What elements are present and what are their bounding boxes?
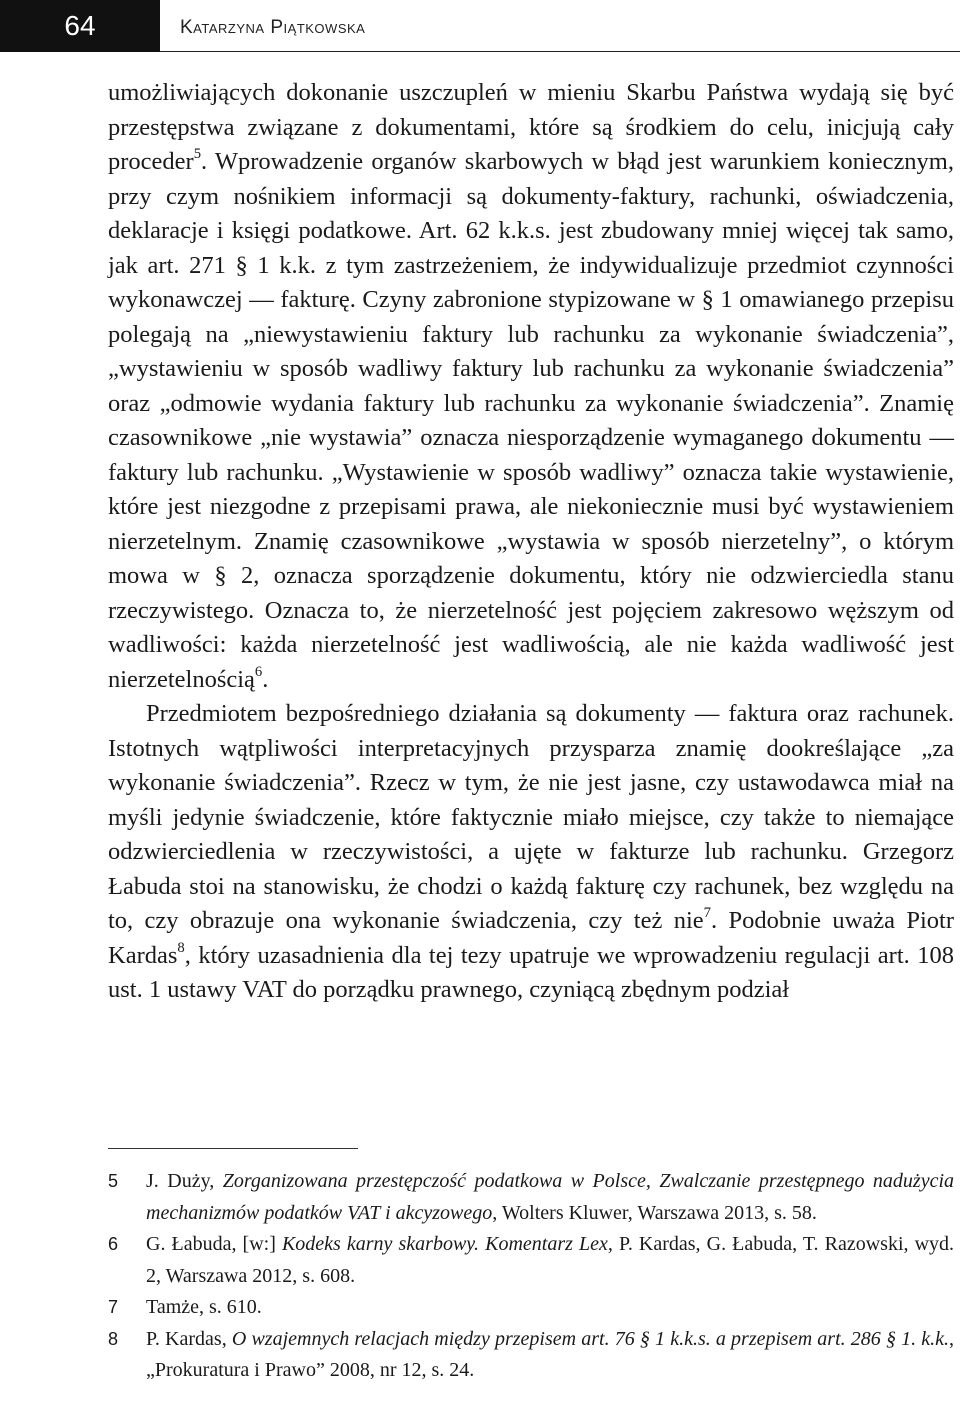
paragraph-1-text-c: . [262,665,269,693]
paragraph-2-text-c: , który uzasadnienia dla tej tezy upatruje we wprowadzeniu regulacji art. 108 ust. 1 ustawy VAT do porządku prawnego, czyniącą zbędnym podział [108,941,954,1003]
footnote-publication: , Wolters Kluwer, Warszawa 2013, s. 58. [492,1201,817,1224]
footnote-text [146,1229,954,1292]
footnote-7 [108,1292,954,1324]
footnote-author: P. Kardas, [146,1327,232,1350]
footnote-author: G. Łabuda, [w:] [146,1233,282,1255]
footnote-text [146,1166,954,1229]
footnote-ref-7[interactable]: 7 [703,905,711,922]
footnote-number: 6 [108,1234,119,1254]
paragraph-2-text-a: Przedmiotem bezpośredniego działania są dokumenty — faktura oraz rachunek. Istotnych wątpliwości interpretacyjnych przysparza znamię dookreślające „za wykonanie świadczenia”. Rzecz w tym, że nie jest jasne, czy ustawodawca miał na myśli jedynie świadczenie, które faktycznie miało miejsce, czy także to niemające odzwierciedlenia w rzeczywistości, a ujęte w fakturze lub rachunku. Grzegorz Łabuda stoi na stanowisku, że chodzi o każdą fakturę czy rachunek, bez względu na to, czy obrazuje ona wykonanie świadczenia, czy też nie [108,700,954,934]
footnote-author: J. Duży, [146,1170,223,1192]
main-text [108,76,954,1008]
footnote-6 [108,1229,954,1292]
paragraph-1-text-a: umożliwiających dokonanie uszczupleń w mieniu Skarbu Państwa wydają się być przestępstwa związane z dokumentami, które są środkiem do celu, inicjują cały proceder [108,79,954,175]
footnote-title: Zorganizowana przestępczość podatkowa w Polsce, Zwalczanie przestępnego nadużycia mechanizmów podatków VAT i akcyzowego [146,1170,954,1224]
paragraph-2 [108,697,954,1008]
footnote-ref-5[interactable]: 5 [193,146,202,163]
paragraph-1-text-b: . Wprowadzenie organów skarbowych w błąd jest warunkiem koniecznym, przy czym nośnikiem informacji są dokumenty-faktury, rachunki, oświadczenia, deklaracje i księgi podatkowe. Art. 62 k.k.s. jest zbudowany mniej więcej tak samo, jak art. 271 § 1 k.k. z tym zastrzeżeniem, że indywidualizuje przedmiot czynności wykonawczej — fakturę. Czyny zabronione stypizowane w § 1 omawianego przepisu polegają na „niewystawieniu faktury lub rachunku za wykonanie świadczenia”, „wystawieniu w sposób wadliwy faktury lub rachunku za wykonanie świadczenia” oraz „odmowie wydania faktury lub rachunku za wykonanie świadczenia”. Znamię czasownikowe „nie wystawia” oznacza niesporządzenie wymaganego dokumentu — faktury lub rachunku. „Wystawienie w sposób wadliwy” oznacza takie wystawienie, które jest niezgodne z przepisami prawa, ale niekoniecznie musi być wystawieniem nierzetelnym. Znamię czasownikowe „wystawia w sposób nierzetelny”, o którym mowa w § 2, oznacza sporządzenie dokumentu, który nie odzwierciedla stanu rzeczywistego. Oznacza to, że nierzetelność jest pojęciem zakresowo węższym od wadliwości: każda nierzetelność jest wadliwością, ale nie każda wadliwość jest nierzetelnością [108,148,954,693]
footnote-number: 5 [108,1171,119,1191]
footnote-divider [108,1148,358,1149]
footnotes [108,1166,954,1387]
footnote-title: Kodeks karny skarbowy. Komentarz Lex, [281,1233,613,1255]
footnote-number: 7 [108,1297,119,1317]
footnote-ref-6[interactable]: 6 [254,663,263,680]
footnote-title: O wzajemnych relacjach między przepisem art. 76 § 1 k.k.s. a przepisem art. 286 § 1. k.k. [231,1327,950,1350]
footnote-publication: P. Kardas, G. Łabuda, T. Razowski, wyd. 2, Warszawa 2012, s. 608. [146,1233,955,1287]
footnote-ref-8[interactable]: 8 [177,939,185,956]
footnote-publication: , „Prokuratura i Prawo” 2008, nr 12, s. 24. [146,1327,955,1381]
paragraph-2-text-b: . Podobnie uważa Piotr Kardas [108,907,954,969]
footnote-8 [108,1324,954,1387]
page-number: 64 [0,0,160,52]
footnote-number: 8 [108,1328,119,1349]
footnote-5 [108,1166,954,1229]
footnote-text [146,1324,954,1387]
paragraph-1 [108,76,954,697]
footnote-text: Tamże, s. 610. [146,1296,262,1318]
header-divider [160,51,960,52]
running-head-author: Katarzyna Piątkowska [180,17,366,38]
